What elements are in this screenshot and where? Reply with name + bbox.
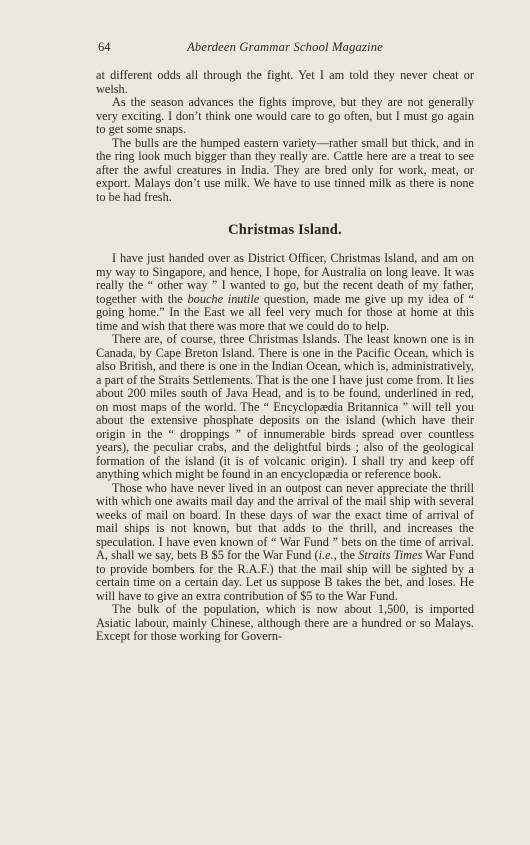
article-body bbox=[96, 252, 474, 644]
paragraph: The bulls are the humped eastern variety—rather small but thick, and in the ring look much bigger than they really are. Cattle here are a treat to see after the awful creatures in India. They are bred only for work, meat, or export. Malays don’t use milk. We have to use tinned milk as there is none to be had fresh. bbox=[96, 135, 474, 204]
paragraph: The bulk of the population, which is now about 1,500, is imported Asiatic labour, mainly Chinese, although there are a hundred or so Malays. Except for those working for Govern- bbox=[96, 602, 474, 643]
book-page bbox=[96, 40, 474, 644]
page-number: 64 bbox=[98, 40, 111, 54]
paragraph: As the season advances the fights improve, but they are not generally very exciting. I don’t think one would care to go often, but I must go again to get some snaps. bbox=[96, 95, 474, 136]
text-run: I have just handed over as District Officer, Christmas Island, and am on my way to Singapore, and hence, I hope, for Australia on long leave. It was really the “ other way ” I wanted to go, but the recent death of my father, together with the bbox=[96, 251, 474, 306]
paragraph bbox=[96, 252, 474, 333]
paragraph: at different odds all through the fight. Yet I am told they never cheat or welsh. bbox=[96, 68, 474, 96]
paragraph bbox=[96, 482, 474, 604]
italic-text: bouche inutile bbox=[187, 291, 260, 306]
paragraph: There are, of course, three Christmas Islands. The least known one is in Canada, by Cape Breton Island. There is one in the Pacific Ocean, which is also British, and there is one in the Indian Ocean, which is, administratively, a part of the Straits Settlements. That is the one I have just come from. It lies about 200 miles south of Java Head, and is to be found, underlined in red, on most maps of the world. The “ Encyclopædia Britannica ” will tell you about the extensive phosphate deposits on the island (which have their origin in the “ droppings ” of innumerable birds spread over countless years), the peculiar crabs, and the delightful birds ; also of the geological formation of the island (it is of volcanic origin). I shall try and keep off anything which might be found in an encyclopædia or reference book. bbox=[96, 332, 474, 481]
text-run: , the bbox=[333, 548, 359, 562]
text-run: question, made me give up my idea of “ going home.” In the East we all feel very much for those at home at this time and wish that there was more that we could do to help. bbox=[96, 291, 474, 333]
text-run: Those who have never lived in an outpost can never appreciate the thrill with which one awaits mail day and the arrival of the mail ship with several weeks of mail on board. In these days of war the exact time of arrival of mail ships is not known, but that adds to the thrill, and increases the speculation. I have even known of “ War Fund ” bets on the time of arrival. A, shall we say, bets B $5 for the War Fund ( bbox=[96, 480, 474, 562]
italic-text: i.e. bbox=[318, 548, 334, 562]
journal-title: Aberdeen Grammar School Magazine bbox=[187, 40, 383, 54]
running-head bbox=[96, 40, 474, 58]
previous-article-continuation bbox=[96, 69, 474, 204]
italic-text: Straits Times bbox=[358, 548, 423, 562]
text-run: War Fund to provide bombers for the R.A.F.) that the mail ship will be sighted by a certain time on a certain day. Let us suppose B takes the bet, and loses. He will have to give an extra contribution of $5 to the War Fund. bbox=[96, 548, 474, 603]
article-heading: Christmas Island. bbox=[228, 222, 342, 238]
